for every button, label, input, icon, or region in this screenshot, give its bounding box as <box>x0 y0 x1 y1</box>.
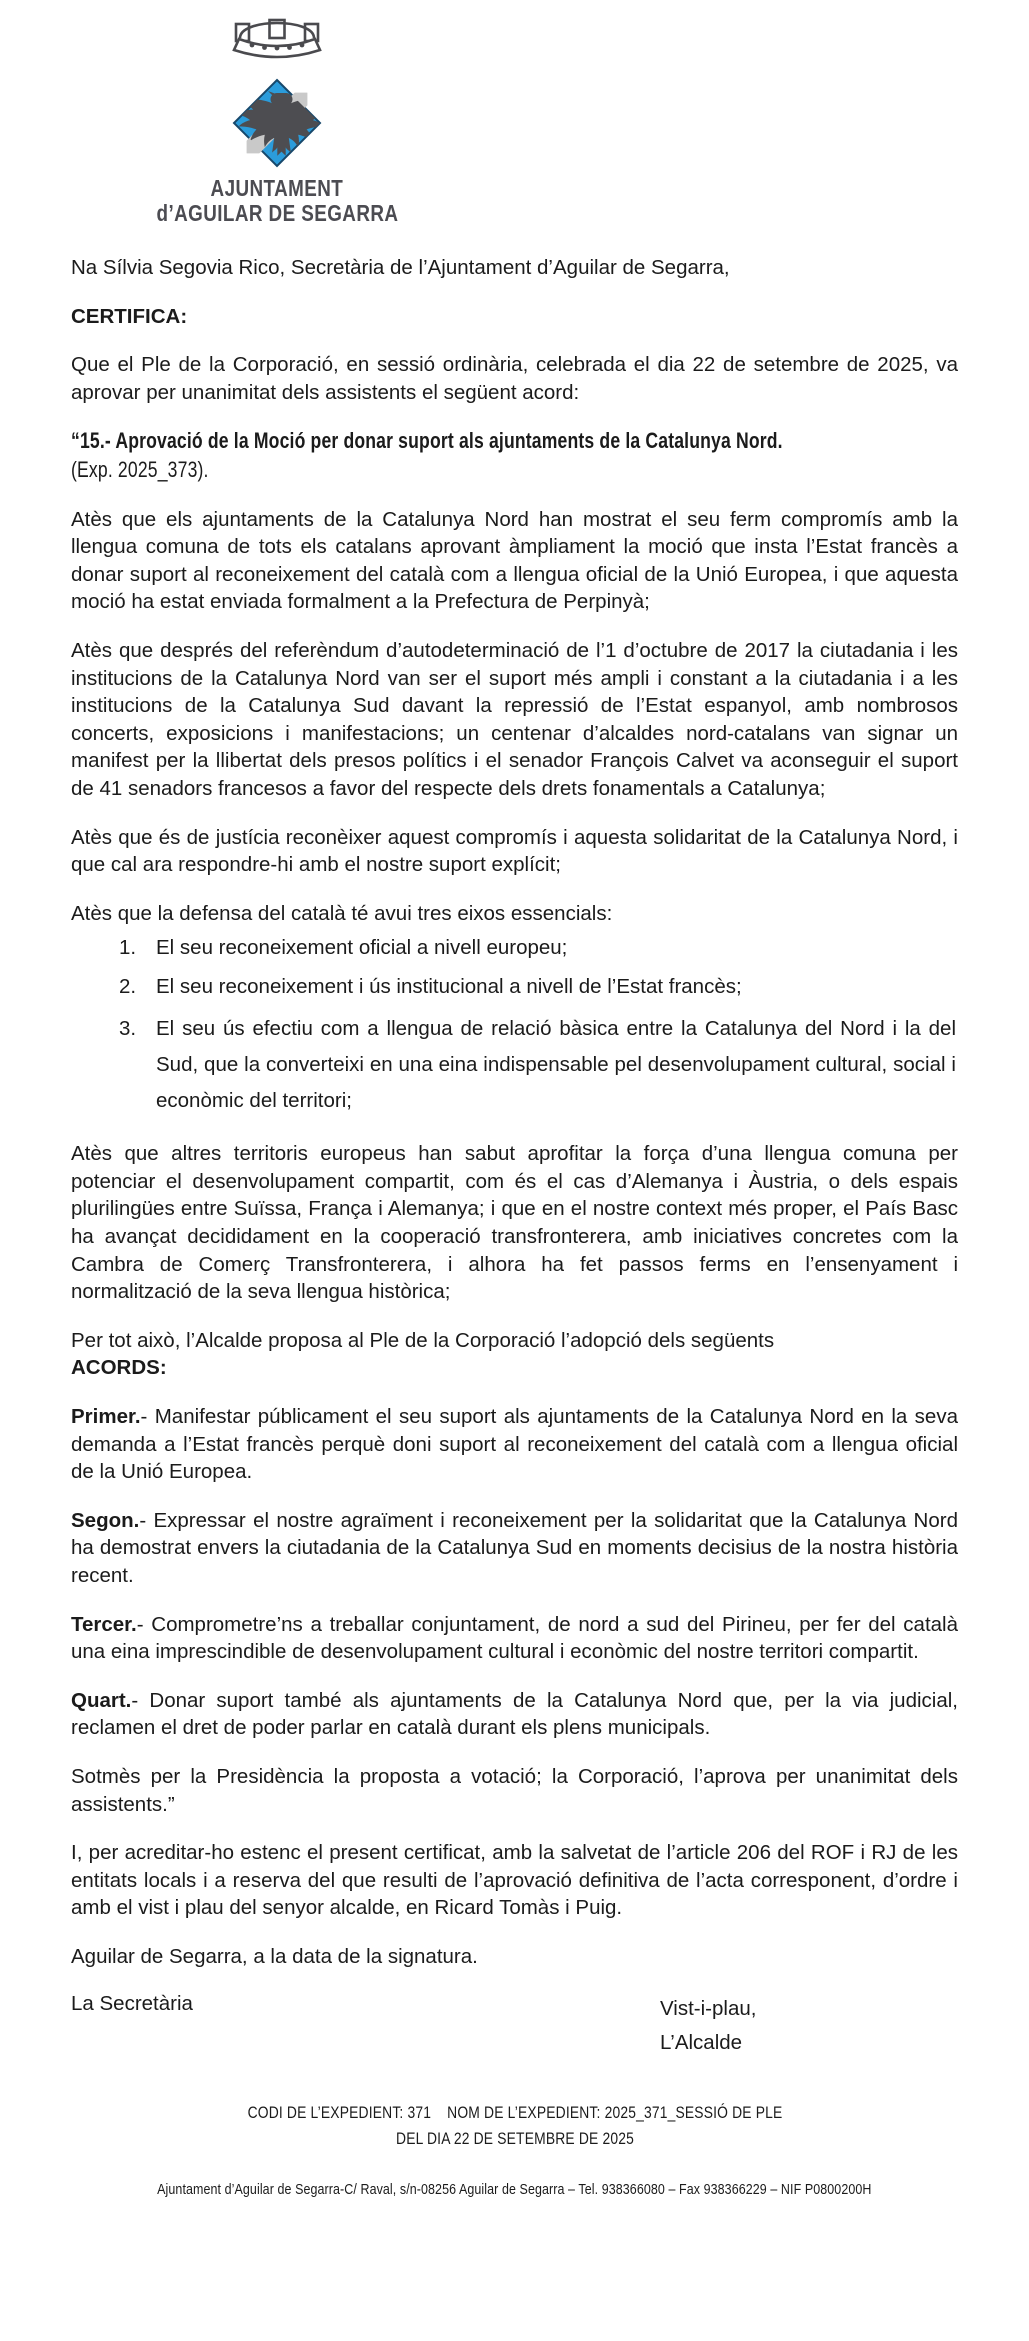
list-item <box>119 933 958 963</box>
document-body <box>71 254 958 2070</box>
shield-icon <box>225 71 328 168</box>
resolution-first: Primer.- Manifestar públicament el seu suport als ajuntaments de la Catalunya Nord en la seva demanda a l’Estat francès perquè doni suport al reconeixement del català com a llengua oficial de la Unió Europea. <box>71 1405 958 1484</box>
org-name-line2: d’AGUILAR DE SEGARRA <box>156 200 398 226</box>
approval-paragraph: Que el Ple de la Corporació, en sessió ordinària, celebrada el dia 22 de setembre de 2025, va aprovar per unanimitat dels assistents el següent acord: <box>71 353 958 404</box>
org-name-line1: AJUNTAMENT <box>210 175 344 201</box>
whereas-paragraph-3: Atès que és de justícia reconèixer aquest compromís i aquesta solidaritat de la Catalunya Nord, i que cal ara respondre-hi amb el nostre suport explícit; <box>71 825 958 877</box>
whereas-paragraph-2: Atès que després del referèndum d’autodeterminació de l’1 d’octubre de 2017 la ciutadania i les institucions de la Catalunya Nord van ser el suport més ampli i constant a la ciutadania i a les institucions de la Catalunya Sud davant la repressió de l’Estat espanyol, amb nombrosos concerts, exposicions i manifestacions; un centenar d’alcaldes nord-catalans van signar un manifest per la llibertat dels presos polítics i el senador François Calvet va aconseguir el suport de 41 senadors francesos a favor del respecte dels drets fonamentals a Catalunya; <box>71 638 958 800</box>
crown-icon <box>234 20 320 57</box>
signature-block <box>71 1992 958 2070</box>
address-footer: Ajuntament d’Aguilar de Segarra-C/ Raval, s/n-08256 Aguilar de Segarra – Tel. 938366080 – Fax 938366229 – NIF P0800200H <box>157 2181 872 2198</box>
list-item-text: El seu reconeixement i ús institucional a nivell de l’Estat francès; <box>156 975 742 999</box>
expedient-footer: CODI DE L’EXPEDIENT: 371 NOM DE L’EXPEDIENT: 2025_371_SESSIÓ DE PLE DEL DIA 22 DE SETEMBRE DE 2025 <box>247 2103 782 2148</box>
municipality-logo <box>127 16 427 226</box>
whereas-paragraph-5: Atès que altres territoris europeus han sabut aprofitar la força d’una llengua comuna per potenciar el desenvolupament compartit, com és el cas d’Alemanya i Àustria, o dels espais plurilingües entre Suïssa, França i Alemanya; i que en el nostre context més proper, el País Basc ha avançat decididament en la cooperació transfronterera, amb iniciatives concretes com la Cambra de Comerç Transfronterera, i alhora ha fet passos ferms en l’ensenyament i normalització de la seva llengua històrica; <box>71 1142 958 1304</box>
closing-paragraph: I, per acreditar-ho estenc el present certificat, amb la salvetat de l’article 206 del ROF i RJ de les entitats locals i a reserva del que resulti de l’aprovació definitiva de l’acta corresponent, d’ordre i amb el vist i plau del senyor alcalde, en Ricard Tomàs i Puig. <box>71 1841 958 1920</box>
resolution-second: Segon.- Expressar el nostre agraïment i reconeixement per la solidaritat que la Catalunya Nord ha demostrat envers la ciutadania de la Catalunya Sud en moments decisius de la nostra història recent. <box>71 1508 958 1587</box>
agreement-title: “15.- Aprovació de la Moció per donar suport als ajuntaments de la Catalunya Nord. (Exp. 2025_373). <box>71 428 783 482</box>
agreement-expedient: (Exp. 2025_373). <box>71 456 209 482</box>
intro-line: Na Sílvia Segovia Rico, Secretària de l’Ajuntament d’Aguilar de Segarra, <box>71 256 730 279</box>
certify-heading: CERTIFICA: <box>71 304 188 328</box>
list-item-number: 1. <box>119 936 137 960</box>
proposal-paragraph: Per tot això, l’Alcalde proposa al Ple de la Corporació l’adopció dels següents ACORDS: <box>71 1328 775 1380</box>
list-item-text: El seu ús efectiu com a llengua de relació bàsica entre la Catalunya del Nord i la del Sud, que la converteixi en una eina indispensable pel desenvolupament cultural, social i econòmic del territori; <box>156 1017 956 1113</box>
mayor-signature-label: Vist-i-plau, L’Alcalde <box>660 1996 757 2054</box>
acords-label: ACORDS: <box>71 1356 167 1380</box>
whereas-paragraph-1: Atès que els ajuntaments de la Catalunya Nord han mostrat el seu ferm compromís amb la llengua comuna de tots els catalans aprovant àmpliament la moció que insta l’Estat francès a donar suport al reconeixement del català com a llengua oficial de la Unió Europea, i que aquesta moció ha estat enviada formalment a la Prefectura de Perpinyà; <box>71 507 958 614</box>
place-date-line: Aguilar de Segarra, a la data de la signatura. <box>71 1944 478 1968</box>
list-item-text: El seu reconeixement oficial a nivell europeu; <box>156 936 568 960</box>
list-item <box>119 1011 958 1119</box>
list-item-number: 3. <box>119 1017 137 1041</box>
resolution-fourth: Quart.- Donar suport també als ajuntaments de la Catalunya Nord que, per la via judicial, reclamen el dret de poder parlar en català durant els plens municipals. <box>71 1688 958 1740</box>
list-item-number: 2. <box>119 975 137 999</box>
whereas-paragraph-4: Atès que la defensa del català té avui tres eixos essencials: <box>71 901 613 925</box>
secretary-signature-label: La Secretària <box>71 1991 193 2015</box>
list-item <box>119 972 958 1002</box>
vote-paragraph: Sotmès per la Presidència la proposta a votació; la Corporació, l’aprova per unanimitat dels assistents.” <box>71 1764 958 1816</box>
organization-name <box>127 176 427 226</box>
axes-list <box>119 933 958 1119</box>
resolution-third: Tercer.- Comprometre’ns a treballar conjuntament, de nord a sud del Pirineu, per fer del català una eina imprescindible de desenvolupament cultural i econòmic del nostre territori compartit. <box>71 1612 958 1664</box>
coat-of-arms-icon <box>197 16 357 168</box>
